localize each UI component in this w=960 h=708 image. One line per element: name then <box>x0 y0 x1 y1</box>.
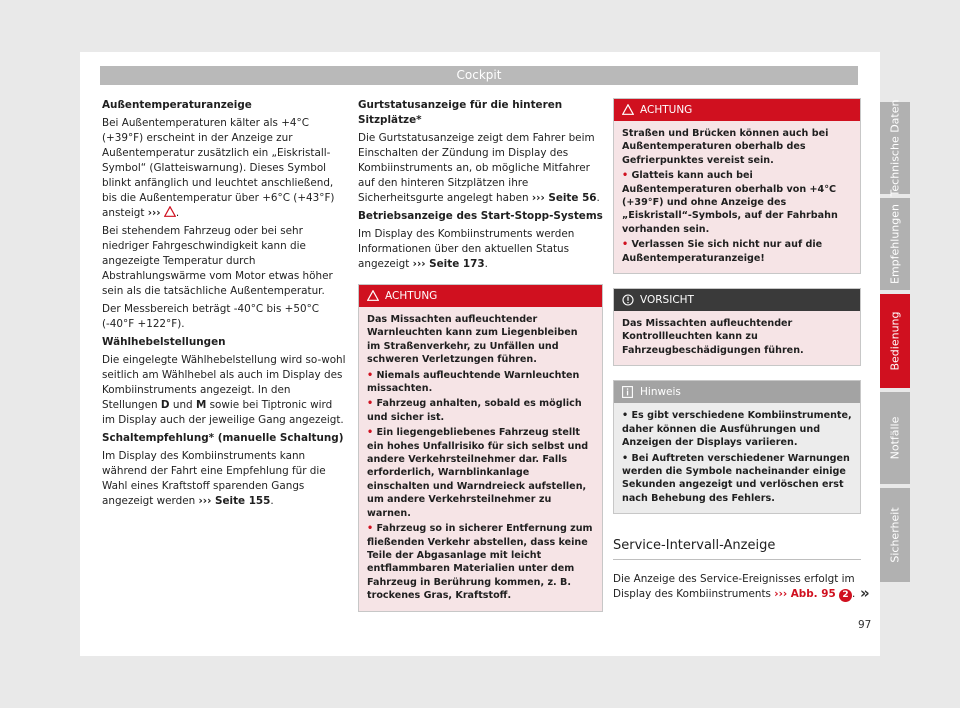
link-seite-56[interactable]: ››› Seite 56 <box>531 192 597 204</box>
column-1 <box>102 98 347 512</box>
next-page-arrow[interactable]: » <box>860 584 870 602</box>
list-item: • Ein liegengebliebenes Fahrzeug stellt ein hohes Unfallrisiko für sich selbst und andere Verkehrsteilnehmer dar. Falls erforderlich, Warnblinkanlage einschalten und Warndreieck aufstellen, um andere Verkehrsteilnehmer zu warnen. <box>367 427 589 519</box>
heading-start-stopp: Betriebsanzeige des Start-Stopp-Systems <box>358 210 603 222</box>
tab-technische-daten[interactable]: Technische Daten <box>880 102 910 194</box>
vorsicht-header: VORSICHT <box>614 289 860 311</box>
achtung-body: Das Missachten aufleuchtender Warnleuchten kann zum Liegenbleiben im Straßenverkehr, zu Unfällen und schweren Verletzungen führen. • Niemals aufleuchtende Warnleuchten missachten. • Fahrzeug anhalten, sobald es möglich und sicher ist. • Ein liegengebliebenes Fahrzeug stellt ein hohes Unfallrisiko für sich selbst und andere Verkehrsteilnehmer dar. Falls erforderlich, Warnblinkanlage einschalten und Warndreieck aufstellen, um andere Verkehrsteilnehmer zu warnen. • Fahrzeug so in sicherer Entfernung zum fließenden Verkehr abstellen, dass keine Teile der Abgasanlage mit leicht entflammbaren Materialien unter dem Fahrzeug in Berührung kommen, z. B. trockenes Gras, Kraftstoff. <box>359 307 602 611</box>
heading-schaltempfehlung: Schaltempfehlung* (manuelle Schaltung) <box>102 432 344 444</box>
link-abb-95[interactable]: ››› Abb. 95 <box>774 588 836 601</box>
list-item: • Niemals aufleuchtende Warnleuchten missachten. <box>367 369 580 395</box>
achtung-header: ACHTUNG <box>614 99 860 121</box>
section-service-intervall <box>613 538 861 602</box>
page-header: Cockpit <box>100 66 858 85</box>
list-item: • Verlassen Sie sich nicht nur auf die Außentemperaturanzeige! <box>622 239 823 264</box>
paragraph: Die eingelegte Wählhebelstellung wird so-wohl seitlich am Wählhebel als auch im Display des Kombiinstruments angezeigt. In den Stellungen D und M sowie bei Tiptronic wird im Display auch der jeweilige Gang angezeigt. <box>102 354 346 426</box>
tab-bedienung[interactable]: Bedienung <box>880 294 910 388</box>
hinweis-header: Hinweis <box>614 381 860 403</box>
tab-empfehlungen[interactable]: Empfehlungen <box>880 198 910 290</box>
list-item: • Bei Auftreten verschiedener Warnungen werden die Symbole nacheinander einige Sekunden angezeigt und verlöschen erst nach Behebung des Fehlers. <box>622 452 850 504</box>
list-item: • Fahrzeug so in sicherer Entfernung zum fließenden Verkehr abstellen, dass keine Teile der Abgasanlage mit leicht entflammbaren Materialien unter dem Fahrzeug in Berührung kommen, z. B. trockenes Gras, Kraftstoff. <box>367 523 593 602</box>
info-icon <box>622 386 633 398</box>
paragraph: Bei Außentemperaturen kälter als +4°C (+39°F) erscheint in der Anzeige zur Außentemperatur zusätzlich ein „Eiskristall-Symbol“ (Glatteiswarnung). Dieses Symbol blinkt anfänglich und leuchtet anschließend, bis die Außentemperatur über +6°C (+43°F) ansteigt ››› . <box>102 117 335 219</box>
achtung-box-warnleuchten <box>358 284 603 612</box>
hinweis-body <box>614 403 860 513</box>
page-number: 97 <box>858 619 872 631</box>
achtung-header: ACHTUNG <box>359 285 602 307</box>
list-item: • Es gibt verschiedene Kombiinstrumente, daher können die Ausführungen und Anzeigen der Displays variieren. <box>622 410 852 449</box>
column-2 <box>358 98 603 612</box>
achtung-box-glatteis <box>613 98 861 274</box>
hinweis-box <box>613 380 861 514</box>
achtung-body: Straßen und Brücken können auch bei Außentemperaturen oberhalb des Gefrierpunktes vereist sein. • Glatteis kann auch bei Außentemperaturen oberhalb von +4°C (+39°F) und ohne Anzeige des „Eiskristall“-Symbols, auf der Fahrbahn vorhanden sein. • Verlassen Sie sich nicht nur auf die Außentemperaturanzeige! <box>614 121 860 273</box>
tab-sicherheit[interactable]: Sicherheit <box>880 488 910 582</box>
warning-triangle-icon <box>367 290 379 301</box>
heading-waehlhebel: Wählhebelstellungen <box>102 336 226 348</box>
info-circle-icon <box>622 294 634 306</box>
paragraph: Der Messbereich beträgt -40°C bis +50°C (-40°F +122°F). <box>102 303 320 330</box>
column-3 <box>613 98 861 605</box>
list-item: • Fahrzeug anhalten, sobald es möglich und sicher ist. <box>367 398 582 423</box>
list-item: • Glatteis kann auch bei Außentemperaturen oberhalb von +4°C (+39°F) und ohne Anzeige des „Eiskristall“-Symbols, auf der Fahrbahn vorhanden sein. <box>622 170 838 235</box>
section-title: Service-Intervall-Anzeige <box>613 538 861 560</box>
vorsicht-box <box>613 288 861 366</box>
callout-number: 2 <box>839 589 852 602</box>
link-seite-173[interactable]: ››› Seite 173 <box>412 258 485 270</box>
tab-notfaelle[interactable]: Notfälle <box>880 392 910 484</box>
warning-triangle-icon <box>622 104 634 115</box>
paragraph: Im Display des Kombiinstruments werden Informationen über den aktuellen Status angezeigt ››› Seite 173. <box>358 228 575 270</box>
paragraph: Bei stehendem Fahrzeug oder bei sehr niedriger Fahrgeschwindigkeit kann die angezeigte Temperatur durch Abstrahlungswärme vom Motor etwas höher sein als die tatsächliche Außentemperatur. <box>102 225 333 297</box>
heading-aussentemperatur: Außentemperaturanzeige <box>102 99 252 111</box>
paragraph: Im Display des Kombiinstruments kann während der Fahrt eine Empfehlung für die Wahl eines Kraftstoff sparenden Gangs angezeigt werden ››› Seite 155. <box>102 450 326 507</box>
vorsicht-body: Das Missachten aufleuchtender Kontrollleuchten kann zu Fahrzeugbeschädigungen führen. <box>614 311 860 365</box>
heading-gurtstatus: Gurtstatusanzeige für die hinteren Sitzplätze* <box>358 99 563 126</box>
link-seite-155[interactable]: ››› Seite 155 <box>198 495 271 507</box>
paragraph: Die Gurtstatusanzeige zeigt dem Fahrer beim Einschalten der Zündung im Display des Kombiinstruments an, ob mögliche Mitfahrer auf den hinteren Sitzplätzen ihre Sicherheitsgurte angelegt haben ››› Seite 56. <box>358 132 600 204</box>
warning-triangle-icon <box>164 206 176 217</box>
ref-arrow[interactable]: ››› <box>147 207 161 219</box>
paragraph: Die Anzeige des Service-Ereignisses erfolgt im Display des Kombiinstruments ››› Abb. 95 2 . <box>613 573 856 601</box>
